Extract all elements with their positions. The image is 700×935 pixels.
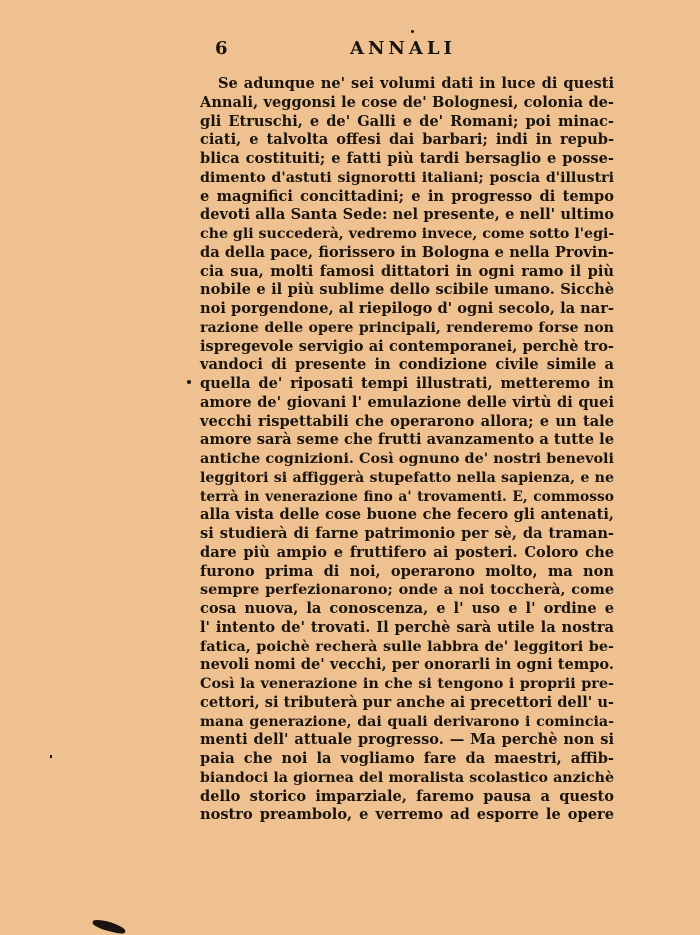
text-line: noi porgendone, al riepilogo d' ogni secolo, la nar- <box>200 300 614 317</box>
text-line: terrà in venerazione fino a' trovamenti. E, commosso <box>200 488 614 505</box>
text-line: cettori, si tributerà pur anche ai precettori dell' u- <box>200 693 614 711</box>
text-line: furono prima di noi, operarono molto, ma non <box>200 562 614 580</box>
text-line: menti dell' attuale progresso. — Ma perchè non si <box>200 731 614 749</box>
text-line: Annali, veggonsi le cose de' Bolognesi, colonia de- <box>200 93 614 111</box>
text-line: cia sua, molti famosi dittatori in ogni ramo il più <box>200 262 614 280</box>
text-line: nostro preambolo, e verremo ad esporre le opere <box>200 806 614 824</box>
text-line: gli Etruschi, e de' Galli e de' Romani; poi minac- <box>200 112 614 130</box>
text-line: cosa nuova, la conoscenza, e l' uso e l' ordine e <box>200 600 614 617</box>
text-line: quella de' riposati tempi illustrati, metteremo in <box>200 375 614 392</box>
text-line: si studierà di farne patrimonio per sè, da traman- <box>200 525 614 542</box>
text-line: dare più ampio e fruttifero ai posteri. Coloro che <box>200 543 614 561</box>
text-line: mana generazione, dai quali derivarono i comincia- <box>200 713 614 730</box>
text-line: devoti alla Santa Sede: nel presente, e nell' ultimo <box>200 206 614 224</box>
text-line: ispregevole servigio ai contemporanei, perchè tro- <box>200 337 614 355</box>
ink-smudge <box>91 918 126 935</box>
ink-speck <box>50 755 52 758</box>
text-line: razione delle opere principali, renderemo forse non <box>200 319 614 336</box>
text-line: amore de' giovani l' emulazione delle virtù di quei <box>200 393 614 411</box>
text-line: Così la venerazione in che si tengono i proprii pre- <box>200 675 614 692</box>
text-line: leggitori si affiggerà stupefatto nella sapienza, e ne <box>200 469 614 486</box>
text-line: vandoci di presente in condizione civile simile a <box>200 356 614 374</box>
text-line: blica costituiti; e fatti più tardi bersaglio e posse- <box>200 150 614 167</box>
text-line: l' intento de' trovati. Il perchè sarà utile la nostra <box>200 618 614 636</box>
text-line: dimento d'astuti signorotti italiani; poscia d'illustri <box>200 169 614 186</box>
text-line: paia che noi la vogliamo fare da maestri, affib- <box>200 750 614 767</box>
text-line: dello storico imparziale, faremo pausa a questo <box>200 787 614 805</box>
text-line: che gli succederà, vedremo invece, come sotto l'egi- <box>200 226 615 242</box>
text-line: ciati, e talvolta offesi dai barbari; indi in repub- <box>200 131 614 149</box>
text-line: Se adunque ne' sei volumi dati in luce di questi <box>218 75 614 92</box>
text-line: da della pace, fiorissero in Bologna e nella Provin- <box>200 243 614 261</box>
text-line: nevoli nomi de' vecchi, per onorarli in ogni tempo. <box>200 656 614 674</box>
text-line: sempre perfezionarono; onde a noi toccherà, come <box>200 581 614 599</box>
body-text <box>200 75 614 825</box>
text-line: vecchi rispettabili che operarono allora; e un tale <box>200 412 614 430</box>
text-line: e magnifici concittadini; e in progresso di tempo <box>200 187 614 205</box>
running-title: ANNALI <box>350 38 456 59</box>
text-line: amore sarà seme che frutti avanzamento a tutte le <box>200 431 614 449</box>
text-line: nobile e il più sublime dello scibile umano. Sicchè <box>200 281 614 299</box>
ink-speck <box>187 380 191 384</box>
text-line: alla vista delle cose buone che fecero gli antenati, <box>200 506 614 524</box>
text-line: fatica, poichè recherà sulle labbra de' leggitori be- <box>200 637 614 655</box>
text-line: antiche cognizioni. Così ognuno de' nostri benevoli <box>200 450 614 467</box>
page-header <box>200 38 620 64</box>
page-number: 6 <box>215 38 228 59</box>
ink-speck <box>411 30 414 33</box>
text-line: biandoci la giornea del moralista scolastico anzichè <box>200 769 614 786</box>
